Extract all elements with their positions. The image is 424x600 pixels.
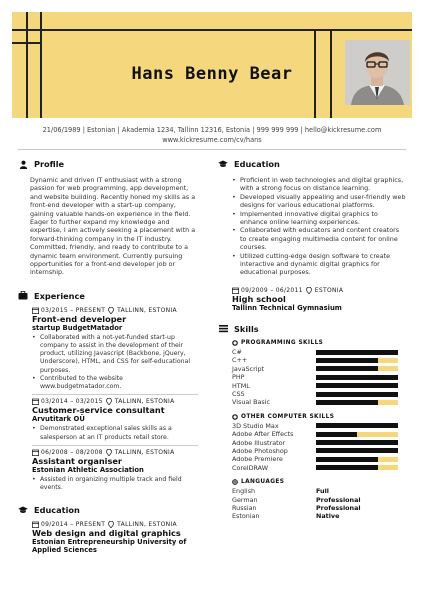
entry-organisation: Tallinn Technical Gymnasium [232, 303, 342, 312]
entry-dates: 09/2014 – PRESENT [41, 521, 106, 529]
skill-level-bar [316, 366, 398, 371]
skill-row [232, 398, 406, 406]
skill-name: 3D Studio Max [232, 421, 279, 430]
skill-level-fill [316, 358, 378, 363]
skill-row [232, 348, 406, 356]
skill-level-fill [316, 400, 378, 405]
location-pin-icon [106, 449, 112, 456]
skill-row [232, 356, 406, 364]
entry-bullets [32, 425, 198, 441]
entry-dates: 09/2009 – 06/2011 [241, 286, 303, 294]
skill-level-fill [316, 448, 398, 453]
calendar-icon [32, 521, 39, 528]
skill-level-fill [316, 375, 398, 380]
gear-icon [232, 414, 238, 420]
education-title: Education [34, 505, 80, 516]
skill-level-fill [316, 383, 398, 388]
experience-entry [18, 448, 198, 492]
experience-entry [18, 397, 198, 445]
calendar-icon [32, 398, 39, 405]
skill-level-bar [316, 440, 398, 445]
programming-skills-title: PROGRAMMING SKILLS [241, 340, 324, 347]
right-column [218, 158, 406, 521]
skill-level-bar [316, 423, 398, 428]
experience-heading [18, 290, 198, 302]
skill-name: C# [232, 348, 242, 357]
language-level: Native [316, 512, 340, 521]
entry-organisation: Estonian Entrepreneurship University of Applied Sciences [32, 538, 187, 555]
list-item: • Utilized cutting-edge design software to create interactive and dynamic digital graphics for educational purposes. [232, 252, 406, 277]
entry-location: TALLINN, ESTONIA [114, 448, 175, 456]
other-skills-title: OTHER COMPUTER SKILLS [241, 414, 335, 421]
skill-name: HTML [232, 381, 250, 390]
skill-row [232, 438, 406, 446]
skill-level-fill [316, 440, 398, 445]
language-name: English [232, 487, 256, 496]
language-level: Professional [316, 495, 361, 504]
education-entry [218, 286, 406, 312]
skill-row [232, 455, 406, 463]
skill-name: Adobe Photoshop [232, 446, 288, 455]
list-item: • Contributed to the website www.budgetmatador.com. [32, 375, 198, 391]
location-pin-icon [108, 307, 114, 314]
skill-level-fill [316, 423, 398, 428]
language-row [232, 487, 406, 495]
header-divider [18, 149, 406, 150]
language-row [232, 512, 406, 520]
skill-name: CSS [232, 390, 245, 399]
header-frame-line [12, 29, 412, 31]
list-item: • Demonstrated exceptional sales skills as a salesperson at an IT products retail store. [32, 425, 198, 441]
skill-name: CorelDRAW [232, 463, 269, 472]
skills-title: Skills [234, 323, 259, 334]
candidate-name: Hans Benny Bear [131, 64, 293, 84]
calendar-icon [32, 449, 39, 456]
skill-row [232, 430, 406, 438]
skill-name: Adobe Premiere [232, 455, 283, 464]
resume-header [12, 12, 412, 118]
language-name: Estonian [232, 512, 260, 521]
skill-name: JavaScript [232, 364, 265, 373]
skill-row [232, 373, 406, 381]
entry-organisation: Estonian Athletic Association [32, 465, 144, 474]
entry-location: TALLINN, ESTONIA [117, 521, 177, 529]
skill-level-fill [316, 457, 378, 462]
other-skills-heading [232, 413, 406, 422]
languages-title: LANGUAGES [241, 479, 285, 486]
language-name: Russian [232, 503, 257, 512]
skill-name: C++ [232, 356, 248, 365]
entry-dates: 03/2015 – PRESENT [41, 306, 106, 314]
other-skills-list [218, 422, 406, 472]
list-item: • Implemented innovative digital graphics to enhance online learning experiences. [232, 210, 406, 227]
entry-bullets [32, 334, 198, 391]
language-level: Professional [316, 503, 361, 512]
person-icon [18, 159, 28, 169]
skill-level-fill [316, 465, 378, 470]
list-item: • Collaborated with educators and content creators to create engaging multimedia content for online courses. [232, 226, 406, 251]
entry-role: High school [232, 293, 286, 304]
language-row [232, 495, 406, 503]
entry-dates: 03/2014 – 03/2015 [41, 398, 103, 406]
programming-skills-list [218, 348, 406, 407]
programming-skills-heading [232, 339, 406, 348]
entry-dates: 06/2008 – 08/2008 [41, 448, 103, 456]
header-frame-line [12, 42, 42, 44]
skill-level-fill [316, 432, 357, 437]
left-column [18, 158, 198, 554]
bars-icon [218, 324, 228, 334]
skill-level-fill [316, 350, 398, 355]
entry-divider [32, 445, 198, 446]
entry-location: ESTONIA [314, 286, 344, 294]
location-pin-icon [108, 521, 114, 528]
languages-heading [232, 478, 406, 487]
experience-entry [18, 306, 198, 395]
entry-divider [32, 394, 198, 395]
entry-role: Front-end developer [32, 313, 127, 324]
list-item: • Proficient in web technologies and digital graphics, with a strong focus on distance learning. [232, 176, 406, 193]
education-bullets [232, 176, 406, 277]
entry-organisation: startup BudgetMatador [32, 323, 123, 332]
graduation-cap-icon [18, 505, 28, 515]
location-pin-icon [106, 398, 112, 405]
entry-role: Customer-service consultant [32, 405, 165, 416]
graduation-cap-icon [218, 159, 228, 169]
skill-row [232, 422, 406, 430]
languages-list [218, 487, 406, 521]
entry-bullets [32, 476, 198, 492]
skill-level-bar [316, 350, 398, 355]
education-heading [18, 504, 198, 516]
skill-level-bar [316, 383, 398, 388]
profile-title: Profile [34, 159, 65, 169]
briefcase-icon [18, 291, 28, 301]
entry-location: TALLINN, ESTONIA [117, 306, 177, 314]
skill-level-bar [316, 400, 398, 405]
education-entry [18, 520, 198, 554]
entry-role: Assistant organiser [32, 455, 122, 466]
list-item: • Assisted in organizing multiple track and field events. [32, 476, 198, 492]
language-name: German [232, 495, 258, 504]
skill-level-bar [316, 448, 398, 453]
skill-level-fill [316, 366, 378, 371]
gear-icon [232, 340, 238, 346]
entry-role: Web design and digital graphics [32, 528, 181, 539]
education-heading [218, 158, 406, 170]
skill-level-fill [316, 392, 398, 397]
education-title: Education [234, 159, 280, 169]
skill-level-bar [316, 375, 398, 380]
skill-level-bar [316, 457, 398, 462]
skill-name: Visual Basic [232, 398, 271, 407]
skill-name: PHP [232, 373, 245, 382]
globe-icon [232, 479, 238, 485]
profile-text: Dynamic and driven IT enthusiast with a strong passion for web programming, app development, and website building. Recently honed my skills as a front-end developer with a start-up company, gaining valuable hands-on experience in the field. Eager to further expand my knowledge and expertise, I am actively seeking a placement with a forward-thinking company in the IT industry. Committed, friendly, and ready to contribute to a dynamic team environment. Currently pursuing opportunities for a front-end developer job or internship. [30, 176, 196, 277]
skill-name: Adobe Illustrator [232, 438, 286, 447]
entry-location: TALLINN, ESTONIA [114, 398, 175, 406]
skill-row [232, 464, 406, 472]
profile-photo [345, 40, 410, 105]
entry-organisation: Arvutitark OÜ [32, 415, 85, 424]
skill-name: Adobe After Effects [232, 430, 294, 439]
contact-line: 21/06/1989 | Estonian | Akademia 1234, Tallinn 12316, Estonia | 999 999 999 | hello@kickresume.com [42, 126, 382, 134]
list-item: • Collaborated with a not-yet-funded start-up company to assist in the development of their product, utilizing Javascript (Backbone, jQuery, Underscore), HTML, and CSS for self-educational purposes. [32, 334, 198, 375]
website-link[interactable]: www.kickresume.com/cv/hans [162, 136, 262, 144]
skill-level-bar [316, 392, 398, 397]
skill-level-bar [316, 465, 398, 470]
language-row [232, 504, 406, 512]
skill-level-bar [316, 432, 398, 437]
list-item: • Developed visually appealing and user-friendly web designs for various educational platforms. [232, 193, 406, 210]
calendar-icon [32, 307, 39, 314]
skill-level-bar [316, 358, 398, 363]
skill-row [232, 381, 406, 389]
skill-row [232, 390, 406, 398]
portrait-image [345, 40, 410, 105]
location-pin-icon [306, 287, 312, 294]
skill-row [232, 447, 406, 455]
profile-heading [18, 158, 198, 170]
language-level: Full [316, 487, 329, 496]
skill-row [232, 365, 406, 373]
skills-heading [218, 323, 406, 335]
calendar-icon [232, 287, 239, 294]
experience-title: Experience [34, 290, 85, 301]
